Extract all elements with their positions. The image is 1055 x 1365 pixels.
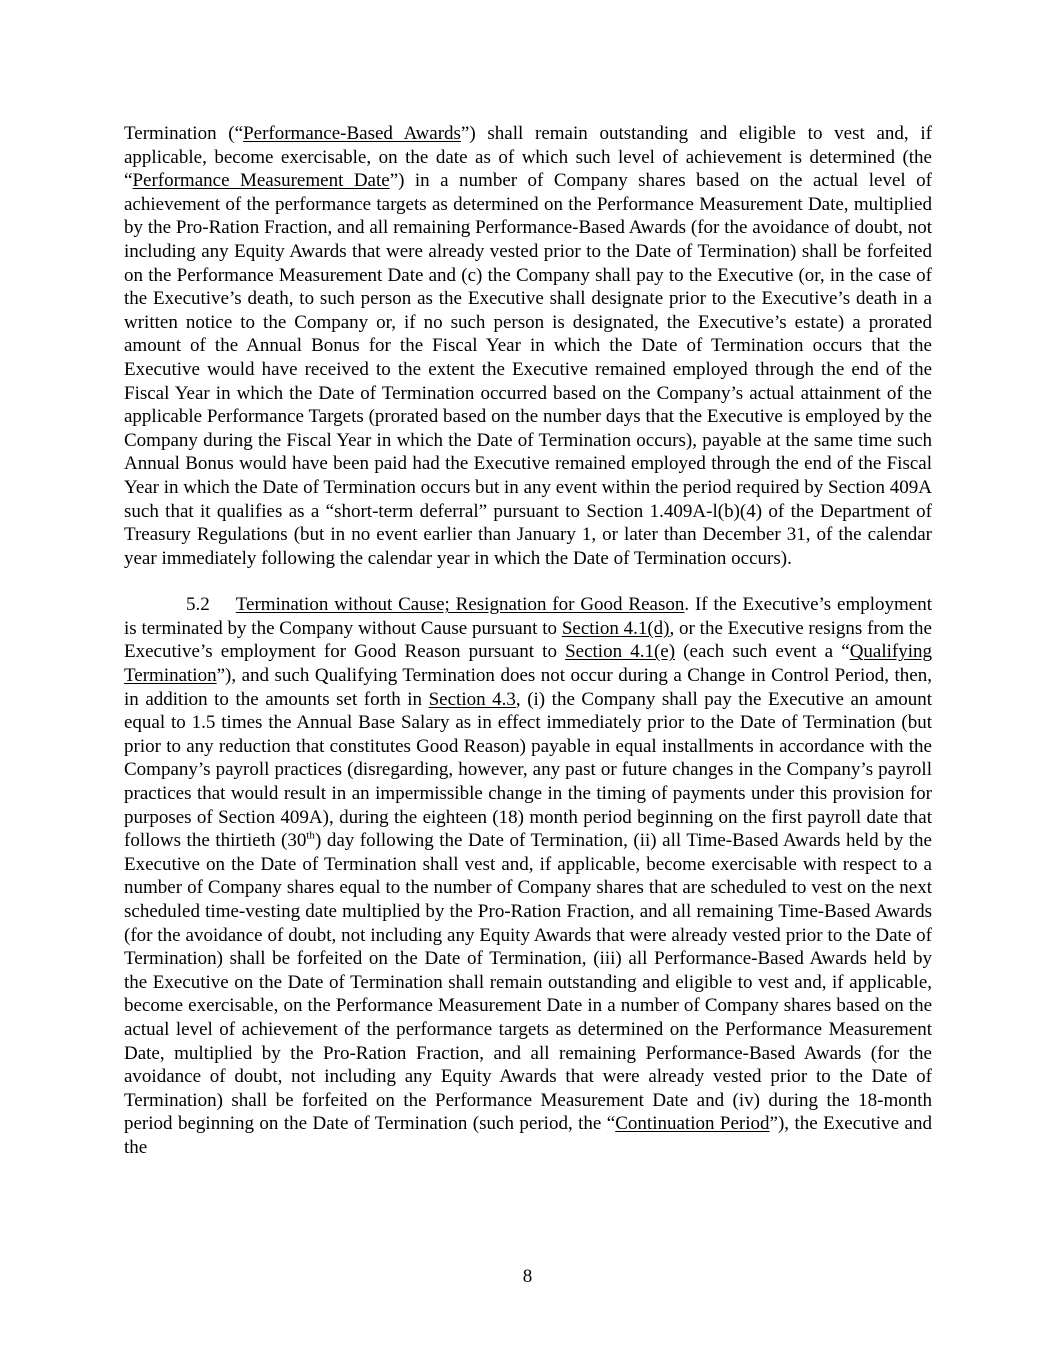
section-heading: Termination without Cause; Resignation for Good Reason: [235, 594, 685, 616]
text-run: , or the Executive resigns from the Executive’s employment for Good Reason pursuant to: [124, 617, 932, 663]
cross-reference-section-4-3: Section 4.3: [428, 688, 516, 710]
text-run: , (i) the Company shall pay the Executive an amount equal to 1.5 times the Annual Base Salary as in effect immediately prior to the Date of Termination (but prior to any reduction that constitutes Good Reason) payable in equal installments in accordance with the Company’s payroll practices (disregarding, however, any past or future changes in the Company’s payroll practices that would result in an impermissible change in the timing of payments under this provision for purposes of Section 409A), during the eighteen (18) month period beginning on the first payroll date that follows the thirtieth (30: [124, 688, 933, 852]
page-number: 8: [522, 1266, 533, 1287]
ordinal-superscript: th: [306, 829, 315, 842]
defined-term-continuation-period: Continuation Period: [615, 1113, 770, 1135]
defined-term-performance-based-awards: Performance-Based Awards: [243, 123, 461, 144]
document-page: [124, 122, 932, 1160]
cross-reference-section-4-1-e: Section 4.1(e): [565, 641, 676, 663]
text-run: . If the Executive’s employment is terminated by the Company without Cause pursuant to: [124, 594, 933, 639]
text-run: ”), the Executive and the: [124, 1113, 932, 1158]
text-run: ) day following the Date of Termination, (ii) all Time-Based Awards held by the Executive on the Date of Termination shall vest and, if applicable, become exercisable with respect to a number of Company shares equal to the number of Company shares that are scheduled to vest on the next scheduled time-vesting date multiplied by the Pro-Ration Fraction, and all remaining Time-Based Awards (for the avoidance of doubt, not including any Equity Awards that were already vested prior to the Date of Termination) shall be forfeited on the Date of Termination, (iii) all Performance-Based Awards held by the Executive on the Date of Termination shall remain outstanding and eligible to vest and, if applicable, become exercisable, on the Performance Measurement Date in a number of Company shares based on the actual level of achievement of the performance targets as determined on the Performance Measurement Date, multiplied by the Pro-Ration Fraction, and all remaining Performance-Based Awards (for the avoidance of doubt, not including any Equity Awards that were already vested prior to the Date of Termination) shall be forfeited on the Performance Measurement Date and (iv) during the 18-month period beginning on the Date of Termination (such period, the “: [124, 830, 932, 1135]
section-number: 5.2: [186, 594, 210, 616]
cross-reference-section-4-1-d: Section 4.1(d): [561, 617, 670, 639]
text-run: ”) in a number of Company shares based on the actual level of achievement of the performance targets as determined on the Performance Measurement Date, multiplied by the Pro-Ration Fraction, and all remaining Performance-Based Awards (for the avoidance of doubt, not including any Equity Awards that were already vested prior to the Date of Termination) shall be forfeited on the Performance Measurement Date and (c) the Company shall pay to the Executive (or, in the case of the Executive’s death, to such person as the Executive shall designate prior to the Executive’s death in a written notice to the Company or, if no such person is designated, the Executive’s estate) a prorated amount of the Annual Bonus for the Fiscal Year in which the Date of Termination occurs that the Executive would have received to the extent the Executive remained employed through the end of the Fiscal Year in which the Date of Termination occurred based on the Company’s actual attainment of the applicable Performance Targets (prorated based on the number days that the Executive is employed by the Company during the Fiscal Year in which the Date of Termination occurs), payable at the same time such Annual Bonus would have been paid had the Executive remained employed through the end of the Fiscal Year in which the Date of Termination occurs but in any event within the period required by Section 409A such that it qualifies as a “short-term deferral” pursuant to Section 1.409A-l(b)(4) of the Department of Treasury Regulations (but in no event earlier than January 1, or later than December 31, of the calendar year immediately following the calendar year in which the Date of Termination occurs).: [124, 170, 932, 569]
text-run: ”) shall remain outstanding and eligible to vest and, if applicable, become exercisable, on the date as of which such level of achievement is determined (the “: [124, 123, 933, 192]
defined-term-qualifying-termination: Qualifying Termination: [124, 641, 933, 687]
text-run: ”), and such Qualifying Termination does not occur during a Change in Control Period, then, in addition to the amounts set forth in: [124, 665, 932, 710]
section-5-2-paragraph: [124, 593, 932, 1159]
text-run: Termination (“: [124, 123, 244, 144]
text-run: (each such event a “: [675, 641, 850, 663]
paragraph-performance-based-awards: [124, 122, 932, 570]
defined-term-performance-measurement-date: Performance Measurement Date: [132, 170, 390, 192]
